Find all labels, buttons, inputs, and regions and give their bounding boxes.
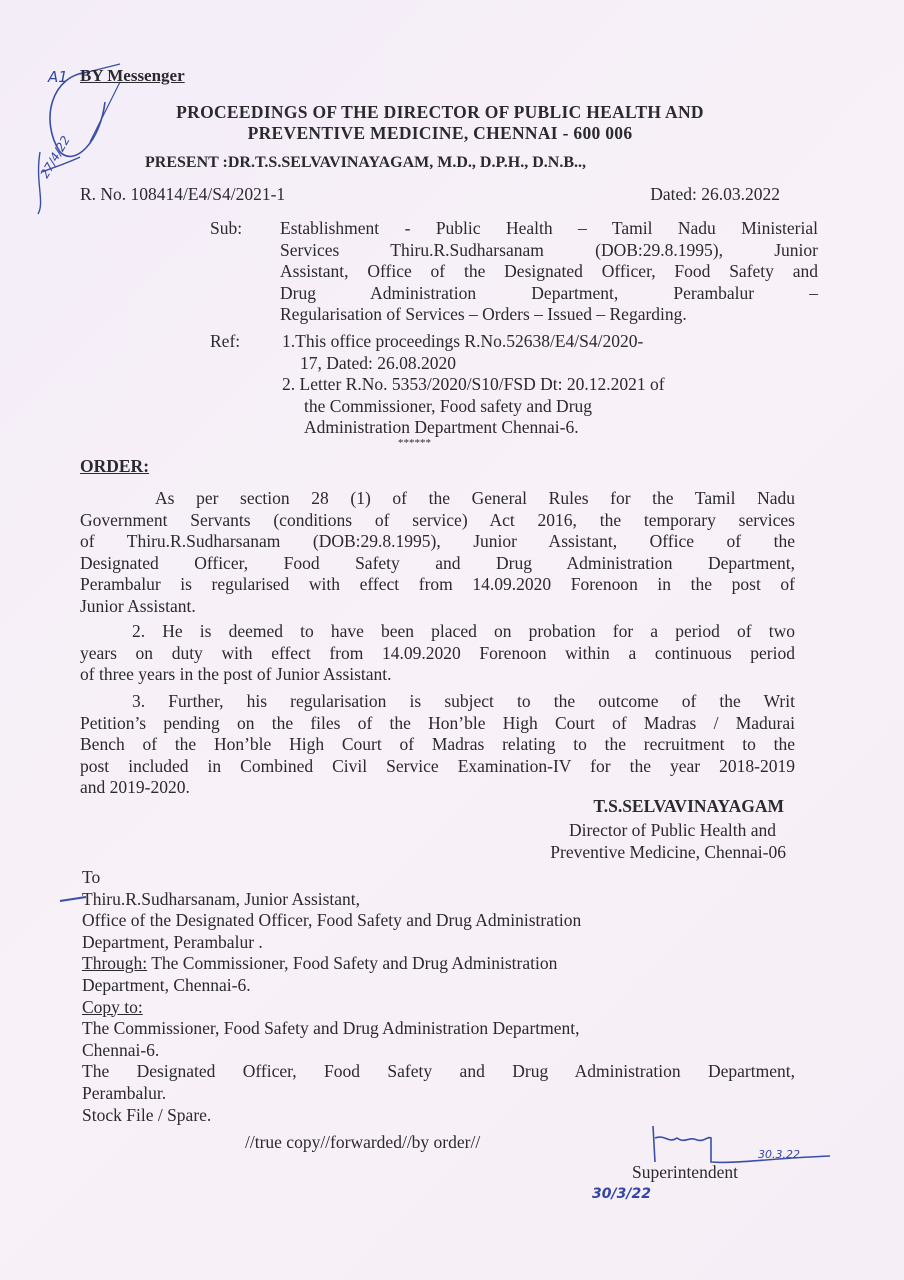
reference-label: Ref: [210, 331, 241, 351]
copy-line: Perambalur. [82, 1082, 167, 1103]
through-label: Through: [82, 953, 148, 974]
reference-item: 2. Letter R.No. 5353/2020/S10/FSD Dt: 20.12.2021 of [282, 374, 665, 395]
superintendent-date: 30.3.22 [758, 1148, 800, 1161]
present-officer: PRESENT :DR.T.S.SELVAVINAYAGAM, M.D., D.P.H., D.N.B.., [145, 154, 586, 171]
copy-line: The Designated Officer, Food Safety and Drug Administration Department, [82, 1061, 795, 1082]
subject-line: Services Thiru.R.Sudharsanam (DOB:29.8.1995), Junior [280, 239, 818, 260]
title-line-1: PROCEEDINGS OF THE DIRECTOR OF PUBLIC HEALTH AND [176, 102, 704, 122]
through-line: Through: The Commissioner, Food Safety and Drug Administration [82, 953, 558, 974]
signatory-name: T.S.SELVAVINAYAGAM [593, 796, 784, 816]
signatory-designation: Director of Public Health and [568, 820, 776, 840]
order-line: and 2019-2020. [80, 777, 190, 798]
to-label: To [82, 867, 101, 887]
through-line: Department, Chennai-6. [82, 974, 251, 995]
reference-list [282, 331, 665, 439]
stock-file: Stock File / Spare. [82, 1104, 212, 1125]
forwarded-note: //true copy//forwarded//by order// [245, 1132, 481, 1152]
order-line: of three years in the post of Junior Assistant. [80, 664, 392, 685]
order-line: of Thiru.R.Sudharsanam (DOB:29.8.1995), Junior Assistant, Office of the [80, 531, 795, 552]
order-line: Petition’s pending on the files of the Hon’ble High Court of Madras / Madurai [80, 712, 795, 733]
title-line-2: PREVENTIVE MEDICINE, CHENNAI - 600 006 [247, 123, 633, 143]
separator: ****** [398, 437, 431, 449]
initial-date: 27/4/22 [37, 133, 73, 181]
subject-text [280, 218, 818, 326]
order-line: Perambalur is regularised with effect from 14.09.2020 Forenoon in the post of [80, 574, 795, 595]
order-line: As per section 28 (1) of the General Rules for the Tamil Nadu [155, 488, 795, 508]
to-line: Office of the Designated Officer, Food Safety and Drug Administration [82, 910, 582, 931]
copy-to-label: Copy to: [82, 996, 143, 1017]
superintendent-title: Superintendent [632, 1162, 738, 1182]
order-line: 3. Further, his regularisation is subject to the outcome of the Writ [132, 691, 795, 711]
order-line: Junior Assistant. [80, 595, 196, 616]
subject-line: Drug Administration Department, Perambalur – [280, 282, 818, 303]
subject-label: Sub: [210, 218, 243, 238]
order-paragraph-2 [80, 621, 795, 686]
copy-line: The Commissioner, Food Safety and Drug Administration Department, [82, 1018, 580, 1039]
reference-item-cont: the Commissioner, Food safety and Drug [304, 395, 593, 416]
order-line: years on duty with effect from 14.09.2020 Forenoon within a continuous period [80, 642, 795, 663]
subject-line: Assistant, Office of the Designated Officer, Food Safety and [280, 261, 818, 282]
to-line: Thiru.R.Sudharsanam, Junior Assistant, [82, 888, 361, 909]
order-paragraph-3 [80, 691, 795, 799]
pen-stroke-mark [58, 893, 88, 905]
order-line: 2. He is deemed to have been placed on probation for a period of two [132, 621, 795, 641]
order-paragraph-1 [80, 488, 795, 618]
order-line: Designated Officer, Food Safety and Drug Administration Department, [80, 552, 795, 573]
signatory-designation: Preventive Medicine, Chennai-06 [550, 842, 786, 862]
circle-mark-text: A1 [48, 68, 68, 86]
dated: Dated: 26.03.2022 [650, 184, 780, 204]
clerk-initial-date: 30/3/22 [592, 1186, 651, 1202]
distribution-list [82, 867, 795, 1126]
copy-line: Chennai-6. [82, 1039, 160, 1060]
to-line: Department, Perambalur . [82, 931, 263, 952]
order-line: Government Servants (conditions of service) Act 2016, the temporary services [80, 509, 795, 530]
delivery-mode: BY Messenger [80, 66, 185, 85]
order-line: post included in Combined Civil Service Examination-IV for the year 2018-2019 [80, 755, 795, 776]
order-heading: ORDER: [80, 456, 150, 476]
reference-item-cont: 17, Dated: 26.08.2020 [300, 352, 457, 373]
reference-item: 1.This office proceedings R.No.52638/E4/S4/2020- [282, 331, 644, 351]
order-line: Bench of the Hon’ble High Court of Madras relating to the recruitment to the [80, 734, 795, 755]
subject-line: Establishment - Public Health – Tamil Nadu Ministerial [280, 218, 818, 238]
subject-line: Regularisation of Services – Orders – Issued – Regarding. [280, 304, 687, 325]
reference-item-cont: Administration Department Chennai-6. [304, 417, 579, 438]
reference-number: R. No. 108414/E4/S4/2021-1 [80, 184, 286, 204]
